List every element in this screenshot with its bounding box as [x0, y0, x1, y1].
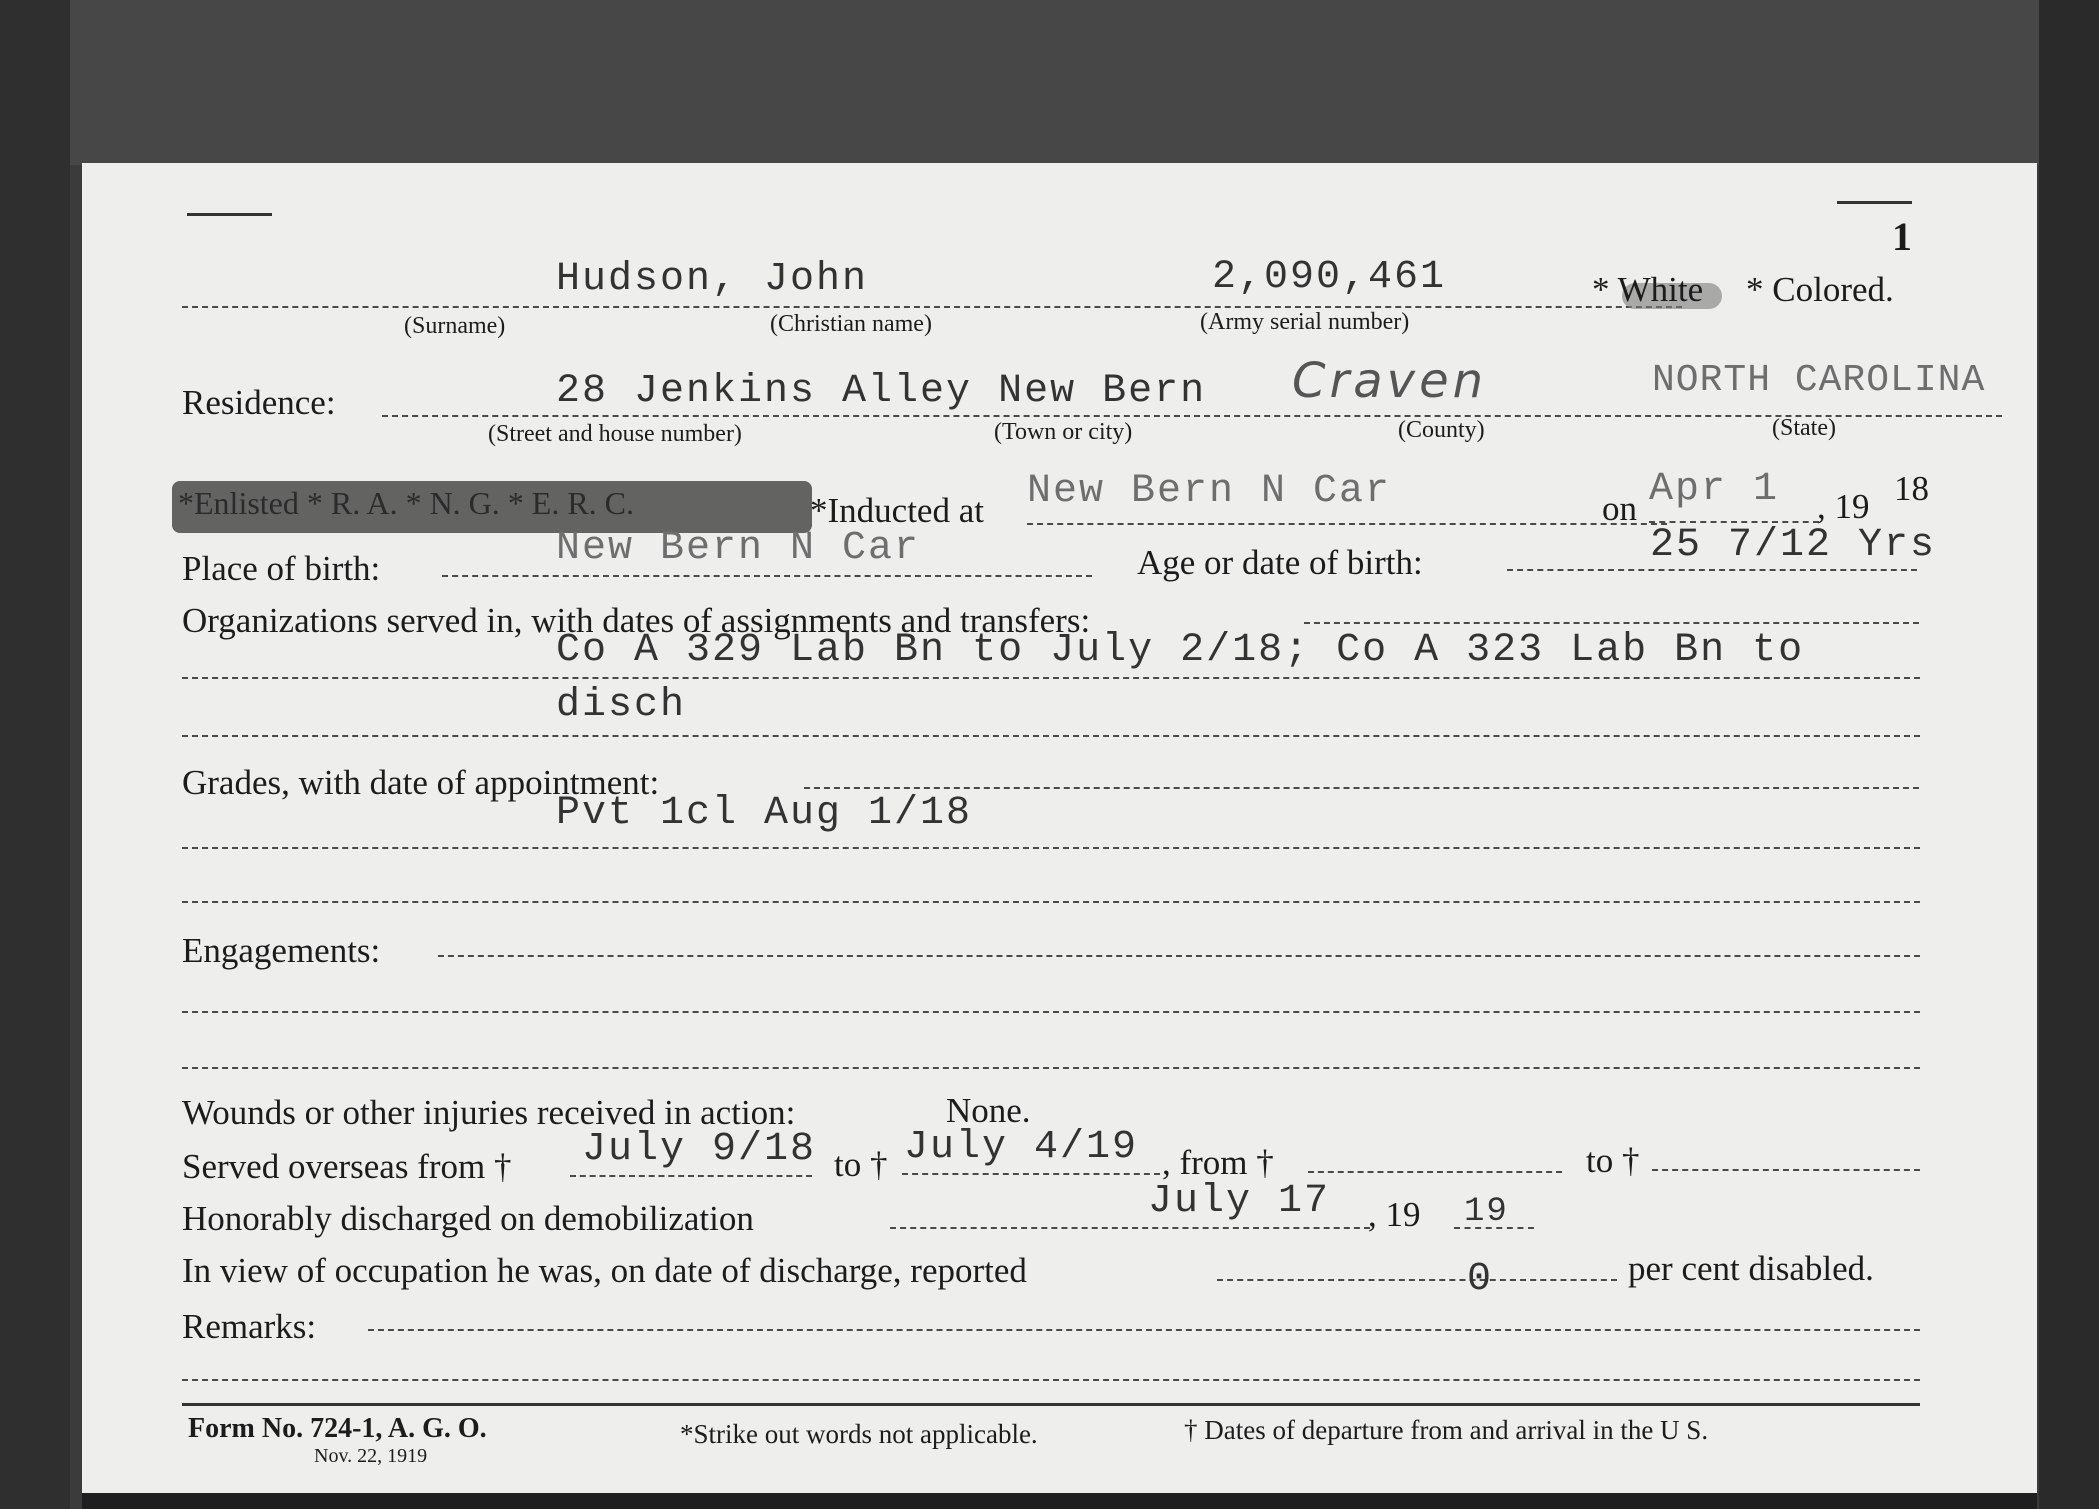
struck-out-options: *Enlisted * R. A. * N. G. * E. R. C.: [178, 485, 635, 521]
overseas-from-line: [570, 1175, 812, 1177]
overseas-to2-label: to †: [1586, 1141, 1640, 1180]
residence-state: NORTH CAROLINA: [1652, 359, 1986, 402]
remarks-line-1: [182, 1379, 1920, 1381]
place-of-birth-line: [442, 575, 1092, 577]
grades-line-1: [182, 847, 1920, 849]
colored-label: * Colored.: [1746, 270, 1894, 309]
organizations-line-2: disch: [556, 683, 687, 728]
grades-line-2: [182, 901, 1920, 903]
residence-street-town: 28 Jenkins Alley New Bern: [556, 369, 1207, 414]
surname-caption: (Surname): [404, 313, 506, 339]
dates-note: † Dates of departure from and arrival in the U S.: [1184, 1415, 1709, 1445]
discharge-line: [890, 1227, 1370, 1229]
inducted-label: *Inducted at: [810, 491, 984, 530]
organizations-line-0: [1304, 622, 1919, 624]
top-left-rule: [187, 213, 272, 216]
organizations-label: Organizations served in, with dates of assignments and transfers:: [182, 601, 1091, 640]
remarks-label: Remarks:: [182, 1307, 317, 1346]
overseas-from-value: July 9/18: [582, 1127, 817, 1172]
state-caption: (State): [1772, 415, 1836, 441]
strike-out-note: *Strike out words not applicable.: [680, 1419, 1038, 1449]
on-label: on: [1602, 489, 1637, 528]
engagements-label: Engagements:: [182, 931, 381, 970]
inducted-line: [1027, 523, 1667, 525]
discharge-year-line: [1454, 1227, 1534, 1229]
overseas-to-line: [902, 1173, 1160, 1175]
disability-label: In view of occupation he was, on date of discharge, reported: [182, 1251, 1027, 1290]
overseas-from2-line: [1308, 1171, 1562, 1173]
overseas-to2-line: [1652, 1169, 1920, 1171]
name-line: [182, 306, 1682, 308]
age-value: 25 7/12 Yrs: [1650, 523, 1937, 568]
age-label: Age or date of birth:: [1137, 543, 1423, 582]
organizations-rule-1: [182, 677, 1920, 679]
service-record-card: [82, 163, 2037, 1493]
county-caption: (County): [1398, 417, 1485, 443]
place-of-birth-label: Place of birth:: [182, 549, 381, 588]
form-number: Form No. 724-1, A. G. O.: [188, 1413, 487, 1444]
footer-rule: [182, 1403, 1920, 1406]
disability-value: 0: [1467, 1257, 1494, 1302]
remarks-line-0: [368, 1329, 1920, 1331]
card-bottom-edge: [82, 1493, 2037, 1509]
place-of-birth-value: New Bern N Car: [556, 526, 921, 571]
discharge-label: Honorably discharged on demobilization: [182, 1199, 754, 1238]
serial-value: 2,090,461: [1212, 255, 1447, 300]
grades-label: Grades, with date of appointment:: [182, 763, 660, 802]
form-date: Nov. 22, 1919: [314, 1445, 428, 1465]
engagements-line-2: [182, 1067, 1920, 1069]
engagements-line-0: [438, 955, 1920, 957]
scanner-background-top: [0, 0, 2099, 165]
inducted-year-prefix: , 19: [1817, 487, 1870, 526]
overseas-to-label: to †: [834, 1145, 888, 1184]
residence-county: Craven: [1292, 353, 1488, 409]
wounds-label: Wounds or other injuries received in action:: [182, 1093, 796, 1132]
disability-suffix: per cent disabled.: [1628, 1249, 1874, 1288]
grades-line-0: [804, 787, 1919, 789]
residence-line: [382, 415, 2002, 417]
discharge-year-prefix: , 19: [1368, 1195, 1421, 1234]
street-caption: (Street and house number): [488, 421, 742, 447]
overseas-label: Served overseas from †: [182, 1147, 512, 1186]
discharge-year-suffix: 19: [1464, 1193, 1509, 1231]
serial-caption: (Army serial number): [1200, 309, 1410, 335]
overseas-from2-label: , from †: [1162, 1143, 1274, 1182]
scanner-background-right: [2039, 0, 2099, 1509]
scanner-background-left: [0, 0, 70, 1509]
wounds-value: None.: [946, 1091, 1031, 1130]
organizations-line-1: Co A 329 Lab Bn to July 2/18; Co A 323 Lab Bn to: [556, 628, 1805, 673]
christian-caption: (Christian name): [770, 311, 932, 337]
organizations-rule-2: [182, 735, 1920, 737]
white-label: * White: [1592, 270, 1704, 309]
engagements-line-1: [182, 1011, 1920, 1013]
overseas-to-value: July 4/19: [904, 1125, 1139, 1170]
town-caption: (Town or city): [994, 419, 1133, 445]
disability-line: [1217, 1279, 1617, 1281]
surname-christian-value: Hudson, John: [556, 257, 869, 302]
top-right-rule: [1837, 201, 1912, 204]
inducted-year-suffix: 18: [1894, 469, 1929, 508]
page-number: 1: [1892, 214, 1912, 259]
inducted-date: Apr 1: [1649, 467, 1780, 512]
grades-value: Pvt 1cl Aug 1/18: [556, 791, 973, 836]
residence-label: Residence:: [182, 383, 336, 422]
age-line: [1507, 569, 1917, 571]
inducted-place: New Bern N Car: [1027, 469, 1392, 514]
discharge-date: July 17: [1148, 1179, 1331, 1224]
